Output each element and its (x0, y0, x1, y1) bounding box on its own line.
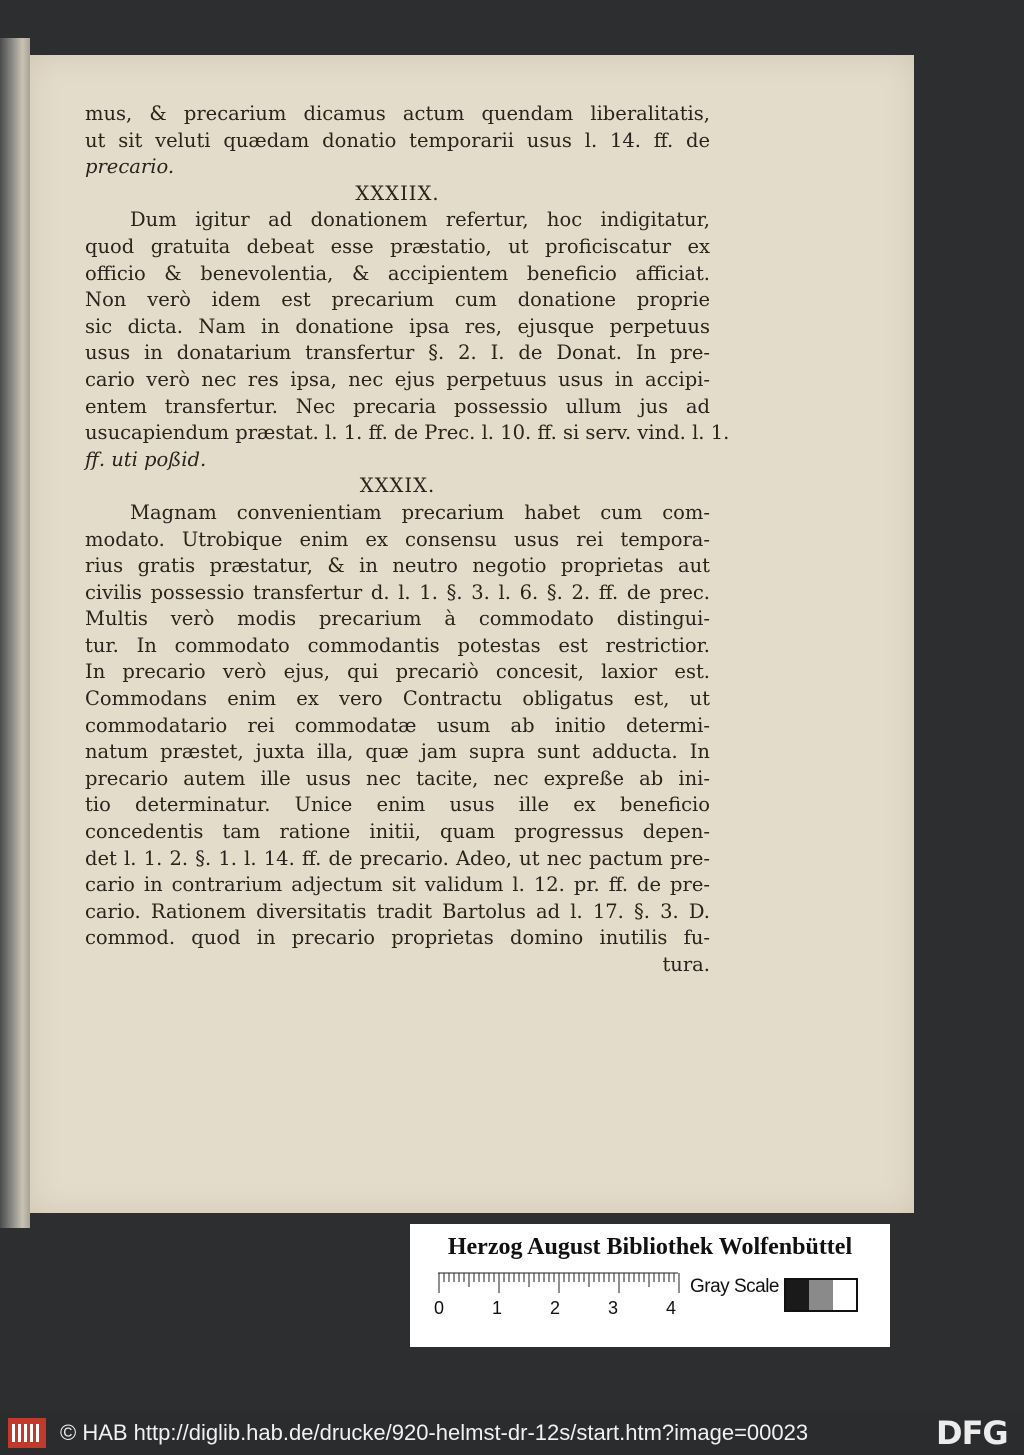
text-line: entem transfertur. Nec precaria possessio ullum jus ad (85, 394, 710, 418)
dfg-logo: DFG (936, 1414, 1008, 1452)
ruler-number: 2 (550, 1298, 561, 1318)
section-heading-xxxiix: XXXIIX. (355, 181, 440, 205)
ruler-number: 0 (434, 1298, 445, 1318)
text-line: det l. 1. 2. §. 1. l. 14. ff. de precario. Adeo, ut nec pactum pre- (85, 846, 710, 870)
gray-scale-label: Gray Scale (690, 1276, 779, 1297)
text-line: rius gratis præstatur, & in neutro negotio proprietas aut (85, 554, 710, 578)
library-name: Herzog August Bibliothek Wolfenbüttel (447, 1234, 853, 1260)
text-line: cario. Rationem diversitatis tradit Bartolus ad l. 17. §. 3. D. (85, 899, 710, 923)
text-line: modato. Utrobique enim ex consensu usus rei tempora- (85, 527, 710, 551)
section-heading-xxxix: XXXIX. (359, 474, 436, 498)
text-line: ut sit veluti quædam donatio temporarii usus l. 14. ff. de (85, 128, 710, 152)
gray-swatch-mid (809, 1280, 832, 1310)
text-line: Magnam convenientiam precarium habet cum com- (130, 500, 710, 524)
text-line: Non verò idem est precarium cum donatione proprie (85, 288, 710, 312)
text-line: Dum igitur ad donationem refertur, hoc indigitatur, (130, 208, 710, 232)
text-line: ff. uti poßid. (85, 447, 207, 471)
measurement-ruler (434, 1272, 686, 1318)
text-line: cario verò nec res ipsa, nec ejus perpetuus usus in accipi- (85, 367, 710, 391)
text-line: civilis possessio transfertur d. l. 1. §. 3. l. 6. §. 2. ff. de prec. (85, 580, 710, 604)
text-line: sic dicta. Nam in donatione ipsa res, ejusque perpetuus (85, 314, 710, 338)
ruler-number: 4 (666, 1298, 677, 1318)
text-line: precario autem ille usus nec tacite, nec expreße ab ini- (85, 766, 710, 790)
gray-swatch-dark (786, 1280, 809, 1310)
text-line: usucapiendum præstat. l. 1. ff. de Prec. l. 10. ff. si serv. vind. l. 1. (85, 421, 730, 445)
catchword: tura. (662, 953, 710, 976)
gray-scale-swatches (784, 1278, 858, 1312)
text-line: usus in donatarium transfertur §. 2. I. de Donat. In pre- (85, 341, 710, 365)
text-line: Commodans enim ex vero Contractu obligatus est, ut (85, 687, 710, 711)
text-line: mus, & precarium dicamus actum quendam liberalitatis, (85, 102, 710, 125)
color-reference-card (410, 1224, 890, 1347)
ruler-number: 3 (608, 1298, 619, 1318)
copyright-url[interactable]: © HAB http://diglib.hab.de/drucke/920-helmst-dr-12s/start.htm?image=00023 (60, 1420, 809, 1445)
text-line: cario in contrarium adjectum sit validum l. 12. pr. ff. de pre- (85, 873, 710, 897)
archive-logo-icon (8, 1418, 46, 1448)
text-line: Multis verò modis precarium à commodato distingui- (85, 607, 710, 631)
text-line: concedentis tam ratione initii, quam progressus depen- (85, 820, 710, 844)
gray-swatch-white (833, 1280, 856, 1310)
text-line: natum præstet, juxta illa, quæ jam supra sunt adducta. In (85, 740, 710, 764)
text-line: tio determinatur. Unice enim usus ille ex beneficio (85, 793, 710, 817)
text-line: tur. In commodato commodantis potestas est restrictior. (85, 633, 710, 657)
text-line: In precario verò ejus, qui precariò concesit, laxior est. (85, 660, 710, 684)
text-line: commodatario rei commodatæ usum ab initio determi- (85, 713, 710, 737)
text-line: quod gratuita debeat esse præstatio, ut proficiscatur ex (85, 234, 710, 258)
text-line: officio & benevolentia, & accipientem beneficio afficiat. (85, 261, 710, 285)
book-spine-edge (0, 38, 30, 1228)
page-text (85, 101, 730, 979)
ruler-number: 1 (492, 1298, 503, 1318)
text-line: commod. quod in precario proprietas domino inutilis fu- (85, 926, 710, 950)
text-line: precario. (85, 155, 175, 179)
